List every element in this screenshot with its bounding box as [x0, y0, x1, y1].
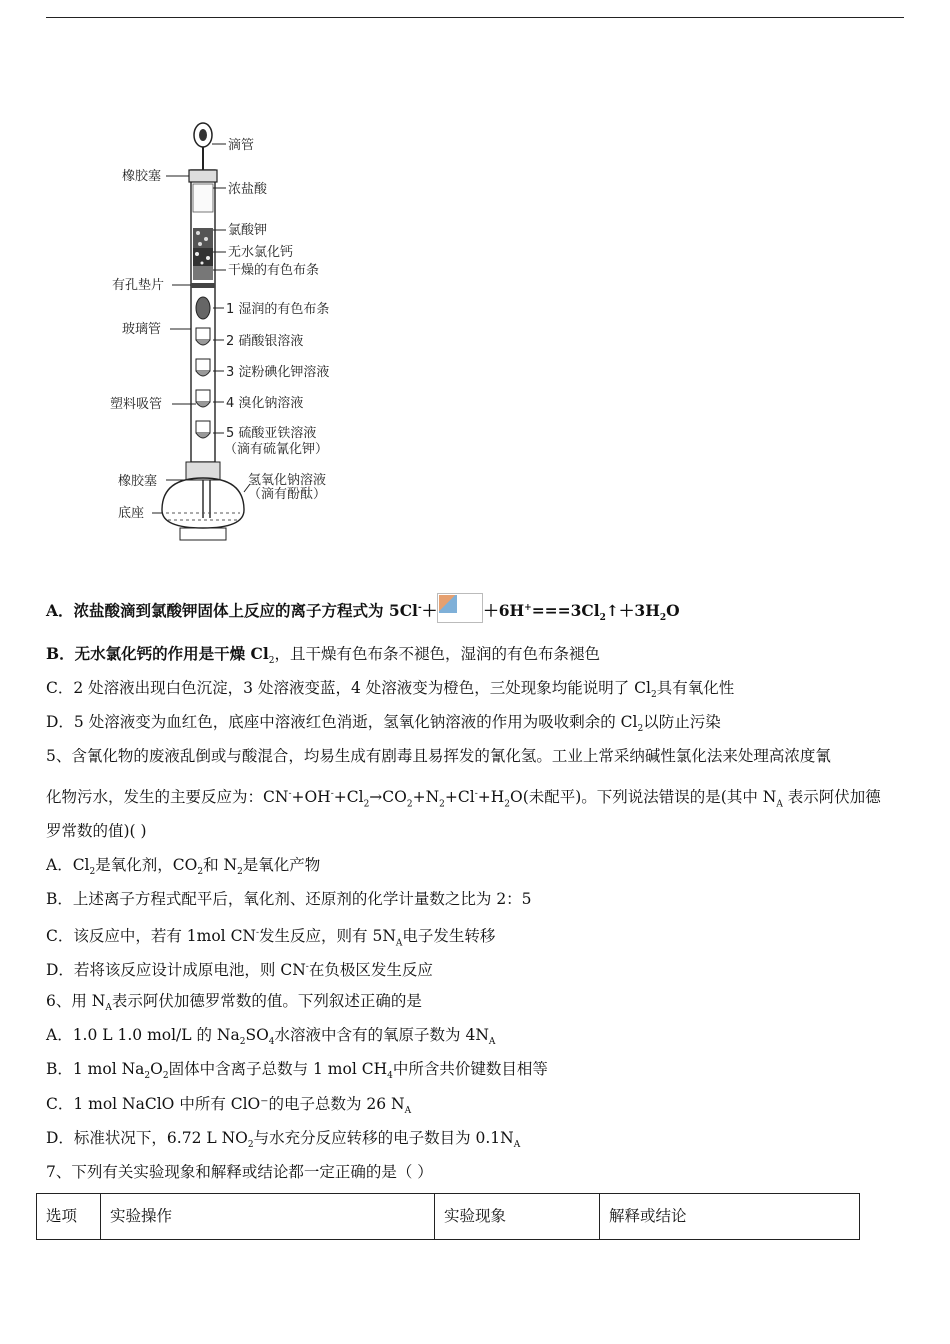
q7-table: [36, 1193, 860, 1240]
label-conc-hcl: 浓盐酸: [228, 182, 268, 197]
q6-option-c: C．1 mol NaClO 中所有 ClO⁻的电子总数为 26 $N_A$: [46, 1095, 412, 1117]
header-operation: 实验操作: [101, 1194, 435, 1240]
q6-option-a: A．1.0 L 1.0 mol/L 的 $Na_2SO_4$水溶液中含有的氧原子数为 $4N_A$: [46, 1026, 496, 1048]
label-agno3: 2 硝酸银溶液: [226, 334, 304, 349]
header-phenomenon: 实验现象: [435, 1194, 600, 1240]
label-rubber-stopper-bottom: 橡胶塞: [118, 474, 158, 489]
label-dropper: 滴管: [228, 138, 255, 153]
q6-option-b: B．1 mol $Na_2O_2$固体中含离子总数与 1 mol $CH_4$中所含共价键数目相等: [46, 1060, 548, 1082]
q5-stem-line1: 5、含氰化物的废液乱倒或与酸混合，均易生成有剧毒且易挥发的氰化氢。工业上常采纳碱性氯化法来处理高浓度氰: [46, 747, 831, 765]
label-kscn: （滴有硫氰化钾）: [224, 442, 329, 457]
label-glass-tube: 玻璃管: [122, 322, 162, 337]
label-spacer: 有孔垫片: [112, 278, 165, 293]
apparatus-figure: [100, 118, 360, 548]
q4-option-a: A．浓盐酸滴到氯酸钾固体上反应的离子方程式为 5Cl-＋ $+6H^+===3Cl_2↑+3H_2O$: [46, 597, 680, 628]
q7-stem: 7、下列有关实验现象和解释或结论都一定正确的是（ ）: [46, 1163, 433, 1181]
broken-image-icon: [437, 593, 483, 623]
label-base: 底座: [118, 506, 145, 521]
label-plastic-straw: 塑料吸管: [110, 397, 163, 412]
label-nabr: 4 溴化钠溶液: [226, 396, 304, 411]
label-dry-cloth: 干燥的有色布条: [228, 263, 320, 278]
label-phenolphthalein: （滴有酚酞）: [248, 487, 327, 502]
q5-option-a: A．$Cl_2$是氧化剂，$CO_2$和 $N_2$是氧化产物: [46, 856, 321, 878]
label-starch-ki: 3 淀粉碘化钾溶液: [226, 365, 330, 380]
q6-option-d: D．标准状况下，6.72 L $NO_2$与水充分反应转移的电子数目为 $0.1N_A$: [46, 1129, 521, 1151]
header-rule: [46, 17, 904, 18]
label-wet-cloth: 1 湿润的有色布条: [226, 302, 330, 317]
header-conclusion: 解释或结论: [600, 1194, 860, 1240]
q5-stem-line3: 罗常数的值)( ): [46, 822, 147, 840]
header-option: 选项: [37, 1194, 101, 1240]
q5-option-c: C．该反应中，若有 1mol CN-发生反应，则有 $5N_A$电子发生转移: [46, 927, 496, 949]
label-naoh: 氢氧化钠溶液: [248, 473, 327, 488]
q5-option-d: D．若将该反应设计成原电池，则 CN-在负极区发生反应: [46, 961, 433, 980]
label-feso4: 5 硫酸亚铁溶液: [226, 426, 317, 441]
label-cacl2: 无水氯化钙: [228, 245, 294, 260]
q4-option-b: B．无水氯化钙的作用是干燥 $Cl_2$，且干燥有色布条不褪色，湿润的有色布条褪色: [46, 644, 600, 667]
apparatus-diagram: [100, 118, 360, 548]
label-rubber-stopper-top: 橡胶塞: [122, 169, 162, 184]
table-header-row: [37, 1194, 860, 1240]
q5-option-b: B．上述离子方程式配平后，氧化剂、还原剂的化学计量数之比为 2：5: [46, 890, 532, 908]
q6-stem: 6、用 $N_A$表示阿伏加德罗常数的值。下列叙述正确的是: [46, 992, 422, 1014]
label-kclo3: 氯酸钾: [228, 223, 268, 238]
q5-stem-line2: 化物污水，发生的主要反应为：$CN^-+OH^-+Cl_2\to CO_2+N_2+Cl^-+H_2O$(未配平)。下列说法错误的是(其中 $N_A$ 表示阿伏加德: [46, 788, 881, 810]
q4-option-c: C．2 处溶液出现白色沉淀，3 处溶液变蓝，4 处溶液变为橙色，三处现象均能说明了 $Cl_2$具有氧化性: [46, 679, 735, 701]
q4-option-d: D．5 处溶液变为血红色，底座中溶液红色消逝，氢氧化钠溶液的作用为吸收剩余的 $Cl_2$以防止污染: [46, 713, 721, 735]
